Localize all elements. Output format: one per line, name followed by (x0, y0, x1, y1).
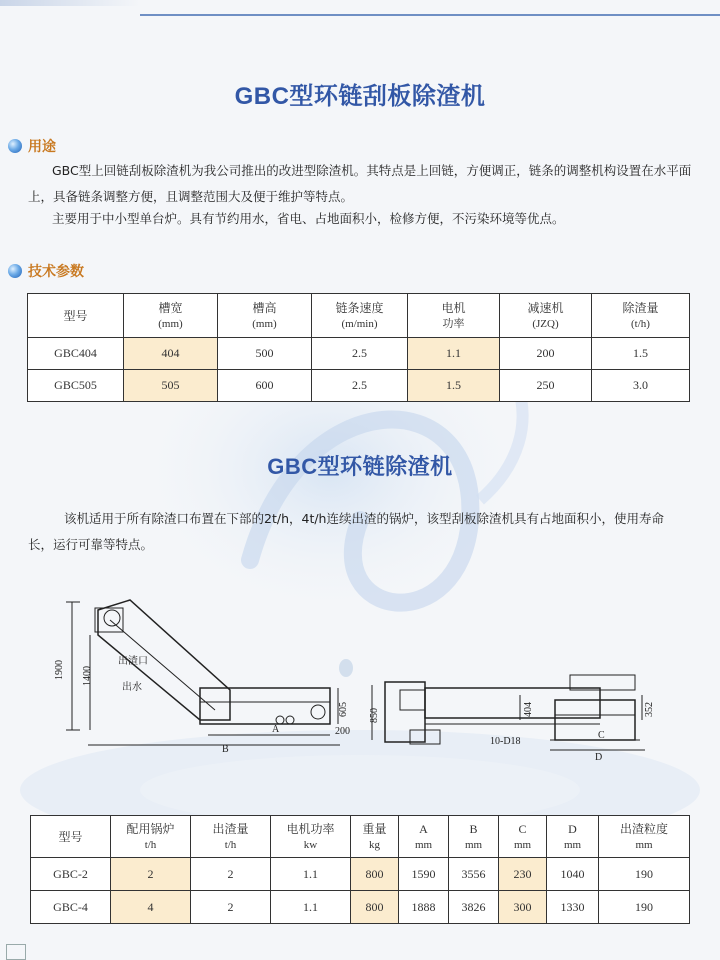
params-heading (8, 261, 84, 281)
side-trough (425, 688, 600, 718)
table-cell: 500 (218, 338, 312, 370)
table-cell: GBC505 (28, 370, 124, 402)
table-cell: 1040 (547, 858, 599, 891)
table-cell: 800 (351, 858, 399, 891)
table-cell: 800 (351, 891, 399, 924)
table-cell: 3.0 (592, 370, 690, 402)
table-cell: 1330 (547, 891, 599, 924)
table-header-row (31, 816, 690, 858)
label-352: 352 (644, 702, 655, 717)
page-title: GBC型环链刮板除渣机 (234, 83, 486, 110)
drive-motor (95, 608, 123, 632)
table-header-row (28, 294, 690, 338)
col-header: 出渣粒度 mm (599, 816, 690, 858)
col-header: 减速机 (JZQ) (500, 294, 592, 338)
col-header: 电机功率 kw (271, 816, 351, 858)
label-1400: 1400 (82, 666, 93, 686)
col-header: 链条速度 (m/min) (312, 294, 408, 338)
label-outlet: 出渣口 (118, 656, 148, 667)
usage-paragraph-1: GBC型上回链刮板除渣机为我公司推出的改进型除渣机。其特点是上回链，方便调正，链条的调整机构设置在水平面上，具备链条调整方便，且调整范围大及便于维护等特点。 (28, 163, 692, 204)
page-corner-mark (6, 944, 26, 960)
side-gearbox (400, 690, 425, 710)
table-cell: 2 (111, 858, 191, 891)
col-header: 槽宽 (mm) (124, 294, 218, 338)
table-cell: 1.1 (408, 338, 500, 370)
col-header: 重量 kg (351, 816, 399, 858)
usage-heading (8, 136, 56, 156)
section-title: GBC型环链除渣机 (267, 454, 453, 479)
table-cell: 190 (599, 858, 690, 891)
label-b: B (222, 744, 229, 755)
machine-drawing (50, 590, 670, 770)
col-header: 除渣量 (t/h) (592, 294, 690, 338)
label-d: D (595, 752, 603, 763)
intro-paragraph: 该机适用于所有除渣口布置在下部的2t/h，4t/h连续出渣的锅炉，该型刮板除渣机具有占地面积小，使用寿命长，运行可靠等特点。 (28, 511, 664, 552)
label-200: 200 (335, 726, 350, 737)
col-header: 槽高 (mm) (218, 294, 312, 338)
table-cell: 2.5 (312, 338, 408, 370)
table-cell: 1.5 (408, 370, 500, 402)
table-cell: 2.5 (312, 370, 408, 402)
label-c: C (598, 730, 605, 741)
label-a: A (272, 724, 280, 735)
table-row (28, 338, 690, 370)
table-cell: 600 (218, 370, 312, 402)
table-row (31, 858, 690, 891)
table-cell: 190 (599, 891, 690, 924)
drive-sprocket (104, 610, 120, 626)
table-cell: 230 (499, 858, 547, 891)
label-605: 605 (338, 702, 349, 717)
header-rule (140, 14, 720, 16)
table-cell: 1.1 (271, 891, 351, 924)
table-cell: 1888 (399, 891, 449, 924)
usage-paragraph-2: 主要用于中小型单台炉。具有节约用水，省电、占地面积小，检修方便，不污染环境等优点。 (52, 211, 565, 226)
col-header: B mm (449, 816, 499, 858)
col-header: 出渣量 t/h (191, 816, 271, 858)
bullet-icon (8, 139, 22, 153)
table-cell: 200 (500, 338, 592, 370)
col-header: D mm (547, 816, 599, 858)
label-water: 出水 (122, 682, 142, 693)
table-cell: 505 (124, 370, 218, 402)
table-row (31, 891, 690, 924)
label-850: 850 (369, 708, 380, 723)
table-cell: 1590 (399, 858, 449, 891)
table-cell: 2 (191, 858, 271, 891)
table-cell: GBC-4 (31, 891, 111, 924)
table-cell: 3826 (449, 891, 499, 924)
table-cell: GBC-2 (31, 858, 111, 891)
table-cell: 3556 (449, 858, 499, 891)
col-header: 型号 (31, 816, 111, 858)
label-404: 404 (523, 702, 534, 717)
table-cell: 4 (111, 891, 191, 924)
side-frame (385, 682, 425, 742)
table-cell: 1.5 (592, 338, 690, 370)
col-header: 型号 (28, 294, 124, 338)
table-cell: 1.1 (271, 858, 351, 891)
label-d18: 10-D18 (490, 736, 521, 747)
col-header: C mm (499, 816, 547, 858)
table-row (28, 370, 690, 402)
col-header: 电机 功率 (408, 294, 500, 338)
idler-wheel (286, 716, 294, 724)
label-1900: 1900 (54, 660, 65, 680)
table-cell: 250 (500, 370, 592, 402)
spec-table-gbc-chain (30, 815, 690, 924)
spec-table-gbc (27, 293, 690, 402)
horizontal-trough (200, 688, 330, 724)
params-heading-label: 技术参数 (28, 264, 84, 280)
usage-heading-label: 用途 (28, 139, 56, 155)
table-cell: 300 (499, 891, 547, 924)
tail-sprocket (311, 705, 325, 719)
table-cell: 404 (124, 338, 218, 370)
header-decoration (0, 0, 140, 6)
col-header: 配用锅炉 t/h (111, 816, 191, 858)
bullet-icon (8, 264, 22, 278)
end-view-frame (555, 700, 635, 740)
col-header: A mm (399, 816, 449, 858)
table-cell: 2 (191, 891, 271, 924)
table-cell: GBC404 (28, 338, 124, 370)
idler-wheel (276, 716, 284, 724)
